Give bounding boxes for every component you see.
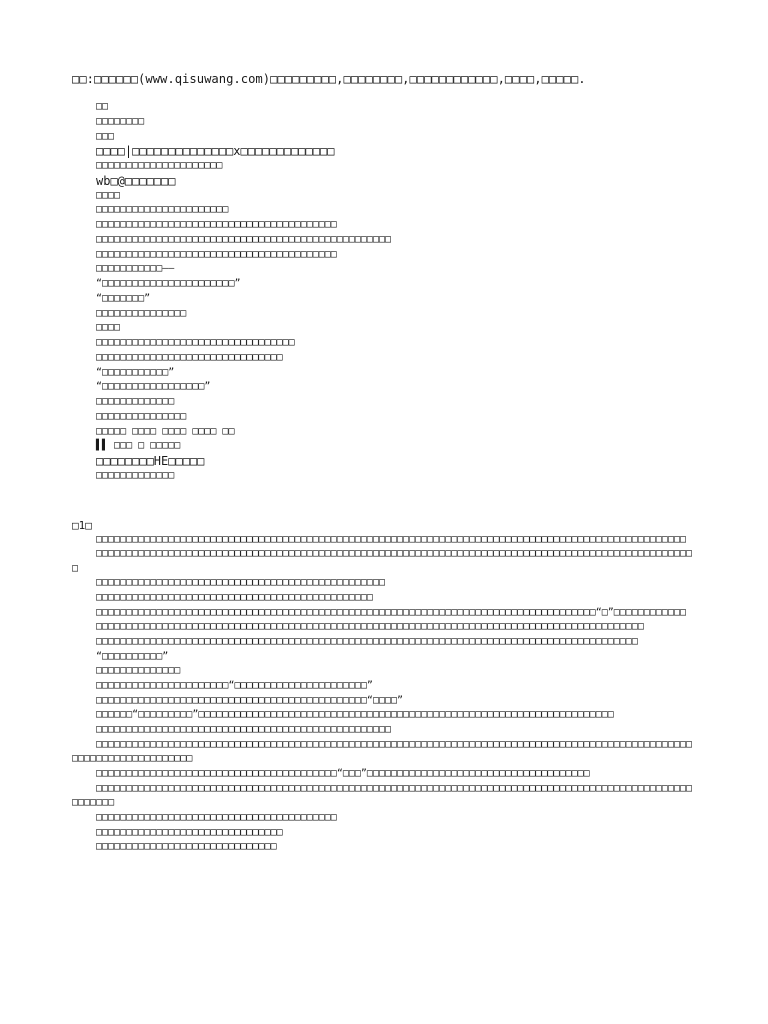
document-page	[72, 70, 696, 855]
front-matter-line: “□□□□□□□”	[96, 292, 151, 304]
chapter-body	[72, 533, 696, 855]
front-matter-line: ▌▌ □□□ □ □□□□□	[96, 440, 181, 452]
paragraph: □□□□□□□□□□□□□□□□□□□□□□□□□□□□□□□□□□□□□□□□□□□□□□□□□□□□□□□□□□□□□□□□□□□□□□□□□□□□□□□□□□□□□□□□□□□□□□□□□□□□□□□□□□□□□□□□□□□□□□□	[72, 738, 693, 765]
front-matter-line: “□□□□□□□□□□□□□□□□□”	[96, 381, 211, 393]
paragraph: □□□□□□□□□□□□□□□□□□□□□□□□□□□□□□□□□□□□□□□□□□□□□□□□□□□□□□□□□□□□□□□□□□□□□□□□□□□□□□□□□□□“□”□□□□□□□□□□□□	[96, 606, 687, 618]
paragraph: □□□□□□□□□□□□□□□□□□□□□□□□□□□□□□□□□□□□□□□□□□□□□□□□□□□□□□□□□□□□□□□□□□□□□□□□□□□□□□□□□□□□□□□□□□□□□□□□□□	[96, 533, 687, 545]
front-matter-line: □□□	[96, 130, 115, 142]
chapter-heading: □1□	[72, 518, 92, 532]
paragraph: □□□□□□□□□□□□□□□□□□□□□□□□□□□□□□□□□□□□□□□□□□□□□□□□□□□□□□□□□□□□□□□□□□□□□□□□□□□□□□□□□□□□□□□□□□□□□□□□□□□□□□□□□□	[72, 782, 693, 809]
front-matter-line: □□□□□□□□□□□□□□□□□□□□□	[96, 160, 223, 171]
front-matter-line: “□□□□□□□□□□□□□□□□□□□□□□”	[96, 278, 241, 289]
paragraph: □□□□□□“□□□□□□□□□”□□□□□□□□□□□□□□□□□□□□□□□□□□□□□□□□□□□□□□□□□□□□□□□□□□□□□□□□□□□□□□□□□□□□□	[96, 709, 614, 721]
front-matter-line: □□□□□□□□□□□□□□□	[96, 410, 187, 422]
front-matter-line: □□□□□□□□□□□□□□□	[96, 307, 187, 319]
paragraph: □□□□□□□□□□□□□□□□□□□□□□□□□□□□□□□□□□□□□□□□□□□□□□□□	[96, 577, 385, 589]
paragraph: “□□□□□□□□□□”	[96, 650, 169, 662]
front-matter-line: □□□□□□□□□□□——	[96, 263, 175, 275]
paragraph: □□□□□□□□□□□□□□□□□□□□□□“□□□□□□□□□□□□□□□□□□□□□□”	[96, 680, 373, 692]
front-matter-line: □□□□□□□□□□□□□□□□□□□□□□□□□□□□□□□	[96, 351, 283, 363]
paragraph: □□□□□□□□□□□□□□□□□□□□□□□□□□□□□□□□□□□□□□□□□□□□□□	[96, 592, 373, 604]
front-matter-line: □□□□	[96, 189, 121, 201]
front-matter-line: □□□□□□□□	[96, 115, 145, 127]
front-matter-line: □□□□□□□□HE□□□□□	[96, 454, 205, 468]
front-matter-line: □□□□□□□□□□□□□□□□□□□□□□□□□□□□□□□□□□□□□□□□	[96, 248, 337, 260]
paragraph: □□□□□□□□□□□□□□□□□□□□□□□□□□□□□□□□□□□□□□□□□□□□□“□□□□”	[96, 694, 404, 706]
source-line: □□:□□□□□□(www.qisuwang.com)□□□□□□□□□,□□□□□□□□,□□□□□□□□□□□□,□□□□,□□□□□.	[72, 72, 586, 86]
front-matter-line: “□□□□□□□□□□□”	[96, 366, 175, 378]
paragraph: □□□□□□□□□□□□□□□□□□□□□□□□□□□□□□	[96, 841, 277, 853]
front-matter-line: □□□□□□□□□□□□□□□□□□□□□□□□□□□□□□□□□□□□□□□□	[96, 219, 337, 230]
paragraph: □□□□□□□□□□□□□□□□□□□□□□□□□□□□□□□□□□□□□□□□	[96, 811, 337, 823]
front-matter-line: □□□□□ □□□□ □□□□ □□□□ □□	[96, 425, 235, 437]
front-matter-line: □□□□□□□□□□□□□□□□□□□□□□	[96, 204, 229, 216]
paragraph: □□□□□□□□□□□□□□□□□□□□□□□□□□□□□□□□□□□□□□□□□□□□□□□□□□□□□□□□□□□□□□□□□□□□□□□□□□□□□□□□□□□□□□□□□□□□□□□□□□□□	[72, 548, 693, 574]
front-matter-line: □□□□□□□□□□□□□□□□□□□□□□□□□□□□□□□□□	[96, 337, 295, 348]
paragraph: □□□□□□□□□□□□□□□□□□□□□□□□□□□□□□□□□□□□□□□□□□□□□□□□□□□□□□□□□□□□□□□□□□□□□□□□□□□□□□□□□□□□□□□□□□□	[96, 621, 644, 633]
front-matter-line: □□□□	[96, 322, 121, 334]
paragraph: □□□□□□□□□□□□□□□□□□□□□□□□□□□□□□□	[96, 826, 283, 838]
front-matter-line: □□□□□□□□□□□□□	[96, 469, 175, 481]
front-matter	[72, 100, 696, 484]
front-matter-line: □□□□□□□□□□□□□□□□□□□□□□□□□□□□□□□□□□□□□□□□□□□□□□□□□	[96, 233, 392, 245]
paragraph: □□□□□□□□□□□□□□□□□□□□□□□□□□□□□□□□□□□□□□□□□□□□□□□□□	[96, 724, 392, 736]
front-matter-line: □□□□|□□□□□□□□□□□□□□x□□□□□□□□□□□□□	[96, 144, 335, 159]
paragraph: □□□□□□□□□□□□□□	[96, 665, 181, 677]
front-matter-line: □□	[96, 101, 109, 112]
paragraph: □□□□□□□□□□□□□□□□□□□□□□□□□□□□□□□□□□□□□□□□“□□□”□□□□□□□□□□□□□□□□□□□□□□□□□□□□□□□□□□□□□	[96, 768, 590, 779]
front-matter-line: □□□□□□□□□□□□□	[96, 396, 175, 407]
front-matter-line: wb□@□□□□□□□	[96, 173, 176, 188]
paragraph: □□□□□□□□□□□□□□□□□□□□□□□□□□□□□□□□□□□□□□□□□□□□□□□□□□□□□□□□□□□□□□□□□□□□□□□□□□□□□□□□□□□□□□□□□□	[96, 636, 638, 648]
